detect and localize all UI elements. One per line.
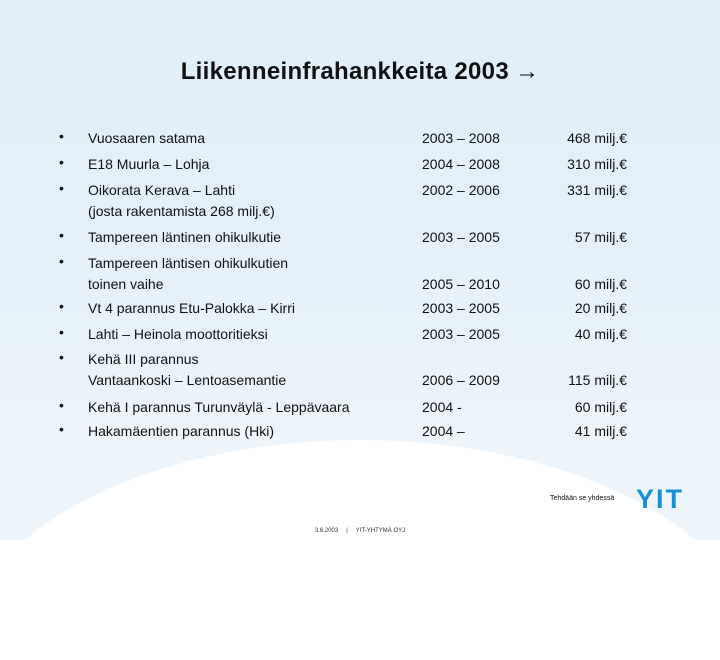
project-years: 2004 – 2008 <box>422 156 500 172</box>
bullet: • <box>59 128 64 144</box>
project-name: Tampereen läntinen ohikulkutie <box>88 229 282 245</box>
project-name-line2: (josta rakentamista 268 milj.€) <box>88 203 275 219</box>
project-years: 2003 – 2005 <box>422 229 500 245</box>
bullet: • <box>59 421 64 437</box>
project-amount: 40 milj.€ <box>574 326 627 342</box>
project-name: Kehä I parannus Turunväylä - Leppävaara <box>88 399 350 415</box>
project-amount: 57 milj.€ <box>574 229 627 245</box>
project-amount: 115 milj.€ <box>568 372 627 388</box>
bullet: • <box>59 349 64 365</box>
slide-title <box>0 58 720 86</box>
project-years: 2002 – 2006 <box>422 182 500 198</box>
project-amount: 310 milj.€ <box>567 156 627 172</box>
project-years: 2004 – <box>422 423 465 439</box>
footer-company: YIT-YHTYMÄ OYJ <box>355 528 406 534</box>
project-years: 2004 - <box>422 399 462 415</box>
logo-text: YIT <box>636 486 685 510</box>
bullet: • <box>59 154 64 170</box>
project-name: Vt 4 parannus Etu-Palokka – Kirri <box>88 300 295 316</box>
project-years: 2005 – 2010 <box>422 276 500 292</box>
arrow-icon: → <box>514 58 540 85</box>
project-amount: 468 milj.€ <box>567 130 627 146</box>
project-name: Kehä III parannus <box>88 351 199 367</box>
bullet: • <box>59 324 64 340</box>
project-years: 2006 – 2009 <box>422 372 500 388</box>
project-name: Lahti – Heinola moottoritieksi <box>88 326 268 342</box>
project-amount: 41 milj.€ <box>574 423 627 439</box>
project-name-line2: Vantaankoski – Lentoasemantie <box>88 372 287 388</box>
footer <box>0 528 720 534</box>
bullet: • <box>59 298 64 314</box>
project-years: 2003 – 2005 <box>422 300 500 316</box>
project-name-line2: toinen vaihe <box>88 276 164 292</box>
company-tagline: Tehdään se yhdessä <box>550 495 615 502</box>
project-years: 2003 – 2008 <box>422 130 500 146</box>
project-amount: 20 milj.€ <box>574 300 627 316</box>
project-amount: 60 milj.€ <box>574 399 627 415</box>
bullet: • <box>59 227 64 243</box>
bullet: • <box>59 253 64 269</box>
project-name: Vuosaaren satama <box>88 130 205 146</box>
yit-logo <box>636 486 704 510</box>
footer-separator: | <box>346 528 348 534</box>
title-text: Liikenneinfrahankkeita 2003 <box>180 58 509 85</box>
project-amount: 60 milj.€ <box>574 276 627 292</box>
project-years: 2003 – 2005 <box>422 326 500 342</box>
project-amount: 331 milj.€ <box>567 182 627 198</box>
bullet: • <box>59 397 64 413</box>
project-name: E18 Muurla – Lohja <box>88 156 210 172</box>
project-name: Tampereen läntisen ohikulkutien <box>88 255 289 271</box>
bullet: • <box>59 180 64 196</box>
footer-date: 3.6.2003 <box>314 528 339 534</box>
project-name: Hakamäentien parannus (Hki) <box>88 423 274 439</box>
project-name: Oikorata Kerava – Lahti <box>88 182 236 198</box>
